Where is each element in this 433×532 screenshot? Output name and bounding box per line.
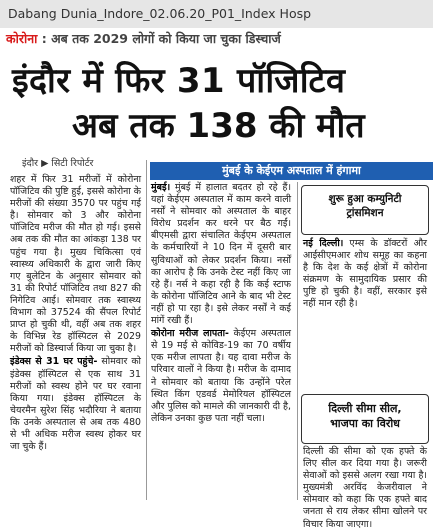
image-caption: Dabang Dunia_Indore_02.06.20_P01_Index Hosp <box>0 0 433 28</box>
story-headline-box <box>301 394 429 444</box>
column-divider <box>146 160 147 500</box>
column-divider <box>297 182 298 500</box>
story-headline <box>302 395 428 431</box>
headline-line: भाजपा का विरोध <box>330 417 400 430</box>
paragraph <box>303 238 427 311</box>
subhead: इंडेक्स से 31 घर पहुंचे- <box>10 356 98 368</box>
subhead: कोरोना मरीज लापता- <box>151 328 229 340</box>
paragraph-text: मुंबई में हालात बदतर हो रहे हैं। यहां केईएम अस्पताल में काम करने वाली नर्सों ने सोमवार को अस्पताल के बाहर विरोध प्रदर्शन कर धरने पर बैठ गईं। बीएमसी द्वारा संचालित केईएम अस्पताल के कर्मचारियों ने 10 दिन में दूसरी बार सुविधाओं को लेकर प्रदर्शन किया। नर्सों का आरोप है कि उनके टेस्ट नहीं किए जा रहे हैं। नर्स ने कहा रही है कि कई स्टाफ के कोरोना पॉजिटिव आने के बाद भी टेस्ट नहीं हो पा रहा है। इसे लेकर नर्सों ने कई मांगें रखी हैं। <box>151 182 291 327</box>
kicker-text: : अब तक 2029 लोगों को किया जा चुका डिस्चार्ज <box>41 31 281 46</box>
headline-line: शुरू हुआ कम्युनिटी <box>328 193 402 205</box>
article-column-1 <box>10 174 141 454</box>
paragraph: शहर में फिर 31 मरीजों में कोरोना पॉजिटिव की पुष्टि हुई, इससे कोरोना के मरीजों की संख्या 3570 पर पहुंच गई है। सोमवार को 3 और कोरोना पॉजिटिव मरीज की मौत हो गई। इससे अब तक की मौत का आंकड़ा 138 पर पहुंच गया है। मुख्य चिकित्सा एवं स्वास्थ्य अधिकारी के द्वारा जारी किए गए बुलेटिन के अनुसार सोमवार को 31 की रिपोर्ट पॉजिटिव तथा 827 की निगेटिव आई। सोमवार तक स्वास्थ्य विभाग को 37524 की सैंपल रिपोर्ट प्राप्त हो चुकी थी, वहीं अब तक शहर के विभिन्न रेड हॉस्पिटल से 2029 मरीजों को डिस्चार्ज किया जा चुका है। <box>10 174 141 355</box>
story-headline-box <box>301 185 429 235</box>
paragraph <box>10 356 141 453</box>
headline-line1: इंदौर में फिर 31 पॉजिटिव <box>12 61 346 101</box>
headline-line: ट्रांसमिशन <box>346 207 384 219</box>
headline-line2: अब तक 138 की मौत <box>72 106 365 146</box>
dateline: नई दिल्ली। <box>303 238 344 249</box>
dateline: मुंबई। <box>151 182 171 193</box>
article-column-4 <box>303 446 427 532</box>
byline: इंदौर ▶ सिटी रिपोर्टर <box>22 158 94 169</box>
headline-line: दिल्ली सीमा सील, <box>328 402 402 415</box>
story-headline <box>302 186 428 220</box>
story-banner: मुंबई के केईएम अस्पताल में हंगामा <box>150 162 433 180</box>
paragraph <box>151 328 291 425</box>
article-column-2 <box>151 182 291 426</box>
paragraph-text: केईएम अस्पताल से 19 मई से कोविड-19 का 70 वर्षीय एक मरीज लापता है। यह दावा मरीज के परिवार वालों ने किया है। मरीज के दामाद ने सोमवार को बताया कि उन्होंने परेल स्थित किंग एडवर्ड मेमोरियल हॉस्पिटल और पुलिस को मामले की जानकारी दी है, लेकिन उनका कुछ पता नहीं चला। <box>151 328 291 424</box>
paragraph: दिल्ली की सीमा को एक हफ्ते के लिए सील कर दिया गया है। जरूरी सेवाओं को इससे अलग रखा गया है। मुख्यमंत्री अरविंद केजरीवाल ने सोमवार को कहा कि एक हफ्ते बाद जनता से राय लेकर सीमा खोलने पर विचार किया जाएगा। <box>303 446 427 530</box>
paragraph <box>151 182 291 327</box>
paragraph-text: सोमवार को इंडेक्स हॉस्पिटल से एक साथ 31 मरीजों को स्वस्थ होने पर घर रवाना किया गया। इंडेक्स हॉस्पिटल के चेयरमैन सुरेश सिंह भदौरिया ने बताया कि उनके अस्पताल से अब तक 480 से भी अधिक मरीज स्वस्थ होकर घर जा चुके हैं। <box>10 356 141 453</box>
article-column-3 <box>303 238 427 312</box>
kicker-label: कोरोना <box>6 31 38 46</box>
kicker <box>6 30 281 47</box>
paragraph-text: एम्स के डॉक्टरों और आईसीएमआर शोध समूह का कहना है कि देश के कई क्षेत्रों में कोरोना संक्रमण के सामुदायिक प्रसार की पुष्टि हो चुकी है। वहीं, सरकार इसे नहीं मान रही है। <box>303 238 428 310</box>
